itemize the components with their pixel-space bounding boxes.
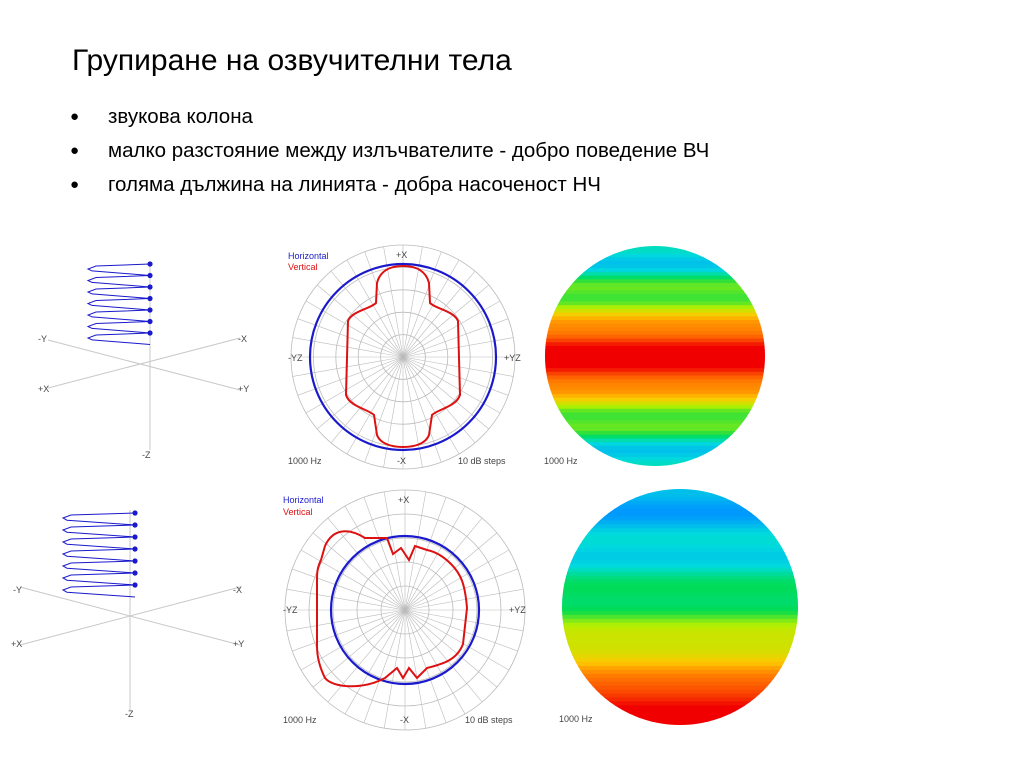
axis-label-pos-y: +Y — [238, 384, 250, 394]
array-3d-diagram-bottom — [5, 495, 255, 720]
speaker-array — [88, 261, 153, 344]
axis-label-neg-z: -Z — [125, 709, 134, 719]
legend-horizontal: Horizontal — [288, 251, 329, 261]
polar-label-left: -YZ — [288, 353, 303, 363]
bullet-item — [70, 100, 709, 134]
legend-vertical: Vertical — [288, 262, 318, 272]
driver-dot-icon — [147, 273, 152, 278]
balloon-plot-bottom — [555, 492, 805, 727]
driver-dot-icon — [147, 307, 152, 312]
polar-label-bottom: -X — [397, 456, 406, 466]
driver-dot-icon — [132, 534, 137, 539]
balloon-freq-label: 1000 Hz — [559, 714, 593, 724]
slide-title: Групиране на озвучителни тела — [72, 44, 512, 77]
driver-dot-icon — [132, 570, 137, 575]
freq-label: 1000 Hz — [283, 715, 317, 725]
axis-label-neg-x: -X — [233, 585, 242, 595]
balloon-color-bands — [540, 246, 772, 469]
polar-label-bottom: -X — [400, 715, 409, 725]
bullet-text: звукова колона — [108, 105, 253, 128]
driver-dot-icon — [132, 546, 137, 551]
legend-horizontal: Horizontal — [283, 495, 324, 505]
driver-dot-icon — [147, 296, 152, 301]
bullet-dot-icon: ● — [70, 176, 80, 193]
polar-label-right: +YZ — [504, 353, 521, 363]
driver-dot-icon — [132, 582, 137, 587]
polar-grid — [291, 245, 515, 469]
driver-dot-icon — [147, 284, 152, 289]
polar-label-right: +YZ — [509, 605, 526, 615]
polar-grid — [285, 490, 525, 730]
axis-label-neg-y: -Y — [13, 585, 22, 595]
polar-plot-top — [280, 245, 530, 470]
bullet-dot-icon: ● — [70, 108, 80, 125]
driver-dot-icon — [132, 522, 137, 527]
driver-dot-icon — [147, 319, 152, 324]
speaker-array — [63, 510, 138, 597]
balloon-plot-top — [540, 250, 775, 470]
freq-label: 1000 Hz — [288, 456, 322, 466]
bullet-text: голяма дължина на линията - добра насоченост НЧ — [108, 173, 601, 196]
axis-label-neg-y: -Y — [38, 334, 47, 344]
bullet-text: малко разстояние между излъчвателите - добро поведение ВЧ — [108, 139, 710, 162]
axis-label-neg-z: -Z — [142, 450, 151, 460]
driver-dot-icon — [147, 261, 152, 266]
bullet-item — [70, 134, 709, 168]
polar-label-left: -YZ — [283, 605, 298, 615]
array-3d-diagram-top — [30, 250, 260, 465]
legend-vertical: Vertical — [283, 507, 313, 517]
bullet-item — [70, 168, 709, 202]
driver-dot-icon — [132, 510, 137, 515]
vertical-curve — [317, 531, 467, 686]
polar-plot-bottom — [275, 488, 535, 728]
polar-label-top: +X — [398, 495, 410, 505]
bullet-dot-icon: ● — [70, 142, 80, 159]
steps-label: 10 dB steps — [458, 456, 506, 466]
polar-label-top: +X — [396, 250, 408, 260]
axis-label-neg-x: -X — [238, 334, 247, 344]
axis-label-pos-y: +Y — [233, 639, 245, 649]
driver-dot-icon — [132, 558, 137, 563]
balloon-color-bands — [555, 489, 805, 726]
bullet-list — [70, 100, 709, 202]
axis-label-pos-x: +X — [11, 639, 23, 649]
driver-dot-icon — [147, 330, 152, 335]
axis-label-pos-x: +X — [38, 384, 50, 394]
balloon-freq-label: 1000 Hz — [544, 456, 578, 466]
steps-label: 10 dB steps — [465, 715, 513, 725]
